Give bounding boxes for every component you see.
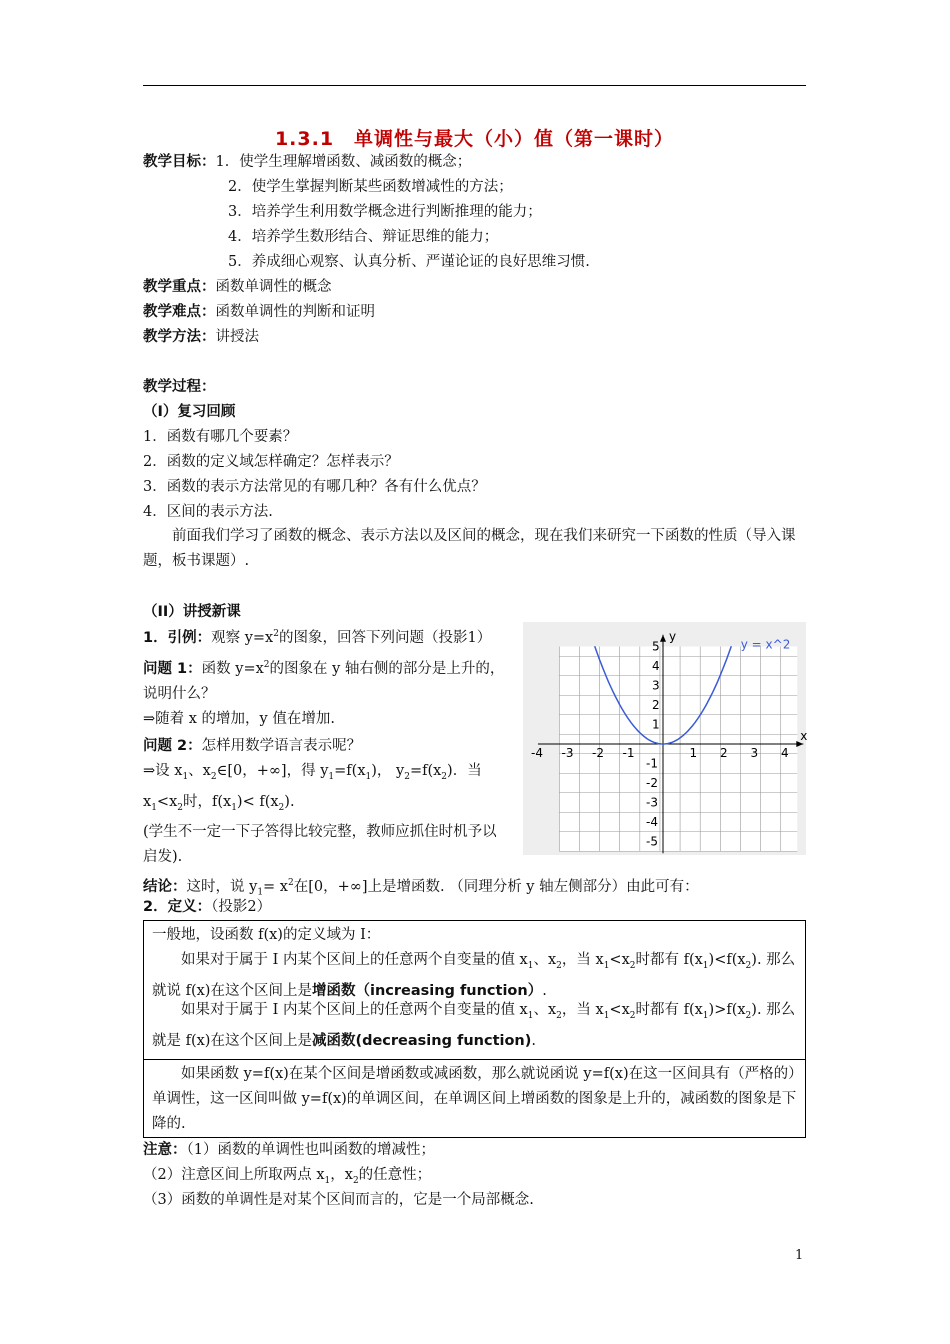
review-item-1: 1．函数有哪几个要素？ [143, 429, 298, 445]
x-tick-label: 3 [750, 746, 759, 760]
x-tick-label: -3 [561, 746, 574, 760]
decreasing-term: 减函数(decreasing function) [311, 1032, 532, 1049]
legend-label: y = x^2 [740, 637, 791, 652]
def-monotonic: 如果函数 y=f(x)在某个区间是增函数或减函数，那么就说函说 y=f(x)在这一区间具有（严格的）单调性，这一区间叫做 y=f(x)的单调区间，在单调区间上增函数的图象是上升的，减函数的图象是下降的. [152, 1066, 797, 1132]
conclusion-text: 这时，说 y [186, 878, 258, 895]
sub: 2 [441, 771, 448, 782]
key-point-label: 教学重点： [143, 279, 216, 295]
x-tick-label: -2 [592, 746, 604, 760]
x-tick-label: 1 [689, 746, 698, 760]
sub: 1 [328, 771, 335, 782]
method-text: 讲授法 [215, 329, 259, 345]
t: 、x [188, 762, 211, 779]
t: )， y [371, 762, 405, 779]
question-2-label: 问题 2： [143, 737, 202, 754]
process-label: 教学过程： [143, 379, 216, 395]
sub: 1 [151, 802, 157, 813]
review-item-3: 3．函数的表示方法常见的有哪几种？各有什么优点？ [143, 479, 486, 495]
conclusion-text: = x [263, 878, 288, 895]
key-point-text: 函数单调性的概念 [215, 279, 332, 295]
y-tick-label: -3 [646, 795, 658, 810]
sub: 2 [210, 771, 217, 782]
new-lesson-heading: （II）讲授新课 [143, 604, 241, 620]
y-tick-label: 5 [652, 639, 660, 654]
t: . [531, 1032, 536, 1049]
conclusion-label: 结论： [143, 878, 187, 895]
note-3: （3）函数的单调性是对某个区间而言的，它是一个局部概念. [143, 1192, 534, 1208]
sub: 2 [629, 960, 636, 971]
goal-item-1: 1．使学生理解增函数、减函数的概念； [215, 154, 472, 170]
note-1: （1）函数的单调性也叫函数的增减性； [186, 1142, 435, 1158]
page-title: 1.3.1 单调性与最大（小）值（第一课时） [274, 128, 675, 150]
sub: 2 [352, 1175, 359, 1186]
t: 的任意性； [358, 1167, 432, 1183]
question-2-text: 怎样用数学语言表示呢？ [201, 737, 362, 754]
question-1 [143, 653, 508, 707]
sub: 1 [603, 1010, 610, 1021]
conclusion-text: 在[0，+∞]上是增函数. （同理分析 y 轴左侧部分）由此可有： [293, 878, 699, 895]
t: （2）注意区间上所取两点 x [143, 1167, 325, 1183]
example-paragraph [143, 622, 508, 651]
question-1-text-2: 的图象在 y 轴右侧的部分是上升的，说明什么？ [143, 660, 505, 702]
y-tick-label: 4 [652, 659, 660, 673]
x-tick-label: -4 [531, 746, 543, 760]
def-decreasing [152, 998, 797, 1054]
y-tick-label: -5 [646, 834, 658, 849]
sub: 1 [527, 1010, 534, 1021]
t: ，当 x [561, 952, 604, 968]
t: ，x [330, 1167, 353, 1183]
key-point-row [143, 277, 332, 297]
t: <x [609, 1002, 630, 1018]
sup-2: 2 [273, 629, 279, 639]
def-intro: 一般地，设函数 f(x)的定义域为 I： [152, 927, 381, 943]
sub: 1 [702, 960, 709, 971]
t: 、x [533, 952, 557, 968]
note-2 [143, 1165, 431, 1191]
t: )< f(x [236, 793, 279, 810]
t: 时都有 f(x [635, 952, 703, 968]
sub: 2 [745, 960, 752, 971]
sub: 1 [182, 771, 189, 782]
example-label: 1．引例： [143, 629, 212, 646]
goals-row [143, 152, 471, 172]
t: ⇒设 x [143, 762, 183, 779]
difficulty-row [143, 302, 375, 322]
question-2 [143, 734, 508, 759]
sup-2: 2 [287, 878, 294, 888]
t: ). 那么就说 f(x)在这个区间上是 [152, 952, 796, 999]
x-tick-label: 2 [720, 746, 728, 760]
t: =f(x [334, 762, 366, 779]
answer-1: ⇒随着 x 的增加，y 值在增加. [143, 710, 335, 727]
difficulty-label: 教学难点： [143, 304, 216, 320]
t: )>f(x [708, 1002, 746, 1018]
t: 如果对于属于 I 内某个区间上的任意两个自变量的值 x [181, 952, 528, 968]
box-divider [144, 1059, 805, 1060]
question-1-label: 问题 1： [143, 660, 202, 677]
method-label: 教学方法： [143, 329, 216, 345]
t: <x [609, 952, 630, 968]
header-rule [143, 85, 806, 86]
t: 时，f(x [182, 793, 232, 810]
definition-heading-row [143, 897, 271, 917]
sub: 1 [257, 887, 264, 898]
parabola-graph [523, 622, 806, 855]
x-tick-label: -1 [622, 746, 635, 760]
answer-2 [143, 759, 508, 821]
method-row [143, 327, 259, 347]
t: 如果对于属于 I 内某个区间上的任意两个自变量的值 x [181, 1002, 528, 1018]
t: =f(x [409, 762, 442, 779]
sub: 2 [177, 802, 183, 813]
example-block [143, 622, 508, 870]
y-tick-label: 3 [652, 678, 660, 693]
goal-item-3: 3．培养学生利用数学概念进行判断推理的能力； [228, 204, 542, 220]
y-tick-label: -1 [646, 756, 658, 771]
review-heading: （I）复习回顾 [143, 404, 236, 420]
sub: 2 [278, 802, 285, 813]
sub: 1 [365, 771, 372, 782]
t: ). [284, 793, 295, 810]
sub: 1 [324, 1175, 331, 1186]
y-tick-label: 1 [652, 717, 660, 732]
note-1-row [143, 1140, 435, 1160]
sub: 1 [702, 1010, 709, 1021]
sub: 2 [556, 1010, 562, 1021]
sub: 2 [556, 960, 562, 971]
goal-item-2: 2．使学生掌握判断某些函数增减性的方法； [228, 179, 513, 195]
question-1-text: 函数 y=x [201, 660, 264, 677]
t: 时都有 f(x [635, 1002, 703, 1018]
x-axis-label: x [800, 729, 808, 743]
teacher-note: (学生不一定一下子答得比较完整，教师应抓住时机予以启发). [143, 824, 497, 866]
sub: 1 [231, 802, 237, 813]
review-item-4: 4．区间的表示方法. [143, 504, 273, 520]
review-item-2: 2．函数的定义域怎样确定？怎样表示？ [143, 454, 399, 470]
t: ∈[0，+∞]，得 y [216, 762, 329, 779]
t: ，当 x [561, 1002, 604, 1018]
goals-label: 教学目标： [143, 154, 216, 170]
sub: 1 [603, 960, 610, 971]
t: )．当 x [143, 762, 482, 810]
goal-item-4: 4．培养学生数形结合、辩证思维的能力； [228, 229, 499, 245]
definition-label: 2．定义： [143, 899, 212, 915]
y-tick-label: -4 [646, 815, 658, 829]
sup-2: 2 [263, 659, 270, 670]
definition-box [143, 920, 806, 1138]
sub: 1 [527, 960, 534, 971]
notes-label: 注意： [143, 1142, 187, 1158]
example-text: 观察 y=x [211, 629, 274, 646]
page-number: 1 [795, 1248, 804, 1263]
sub: 2 [745, 1010, 752, 1021]
def-increasing [152, 948, 797, 1004]
difficulty-text: 函数单调性的判断和证明 [215, 304, 375, 320]
y-axis-label: y [669, 629, 677, 644]
example-text-2: 的图象，回答下列问题（投影1） [278, 629, 492, 646]
definition-note: （投影2） [211, 899, 272, 915]
y-tick-label: 2 [652, 698, 660, 712]
goal-item-5: 5．养成细心观察、认真分析、严谨论证的良好思维习惯. [228, 254, 590, 270]
t: 、x [533, 1002, 557, 1018]
sub: 2 [629, 1010, 636, 1021]
x-tick-label: 4 [781, 746, 789, 760]
t: <x [156, 793, 178, 810]
t: ). 那么就是 f(x)在这个区间上是 [152, 1002, 796, 1049]
t: . [542, 982, 547, 999]
sub: 2 [404, 771, 410, 782]
review-intro: 前面我们学习了函数的概念、表示方法以及区间的概念，现在我们来研究一下函数的性质（导入课题，板书课题）. [143, 528, 796, 569]
increasing-term: 增函数（increasing function） [311, 982, 543, 999]
y-tick-label: -2 [646, 776, 658, 790]
t: )<f(x [708, 952, 746, 968]
